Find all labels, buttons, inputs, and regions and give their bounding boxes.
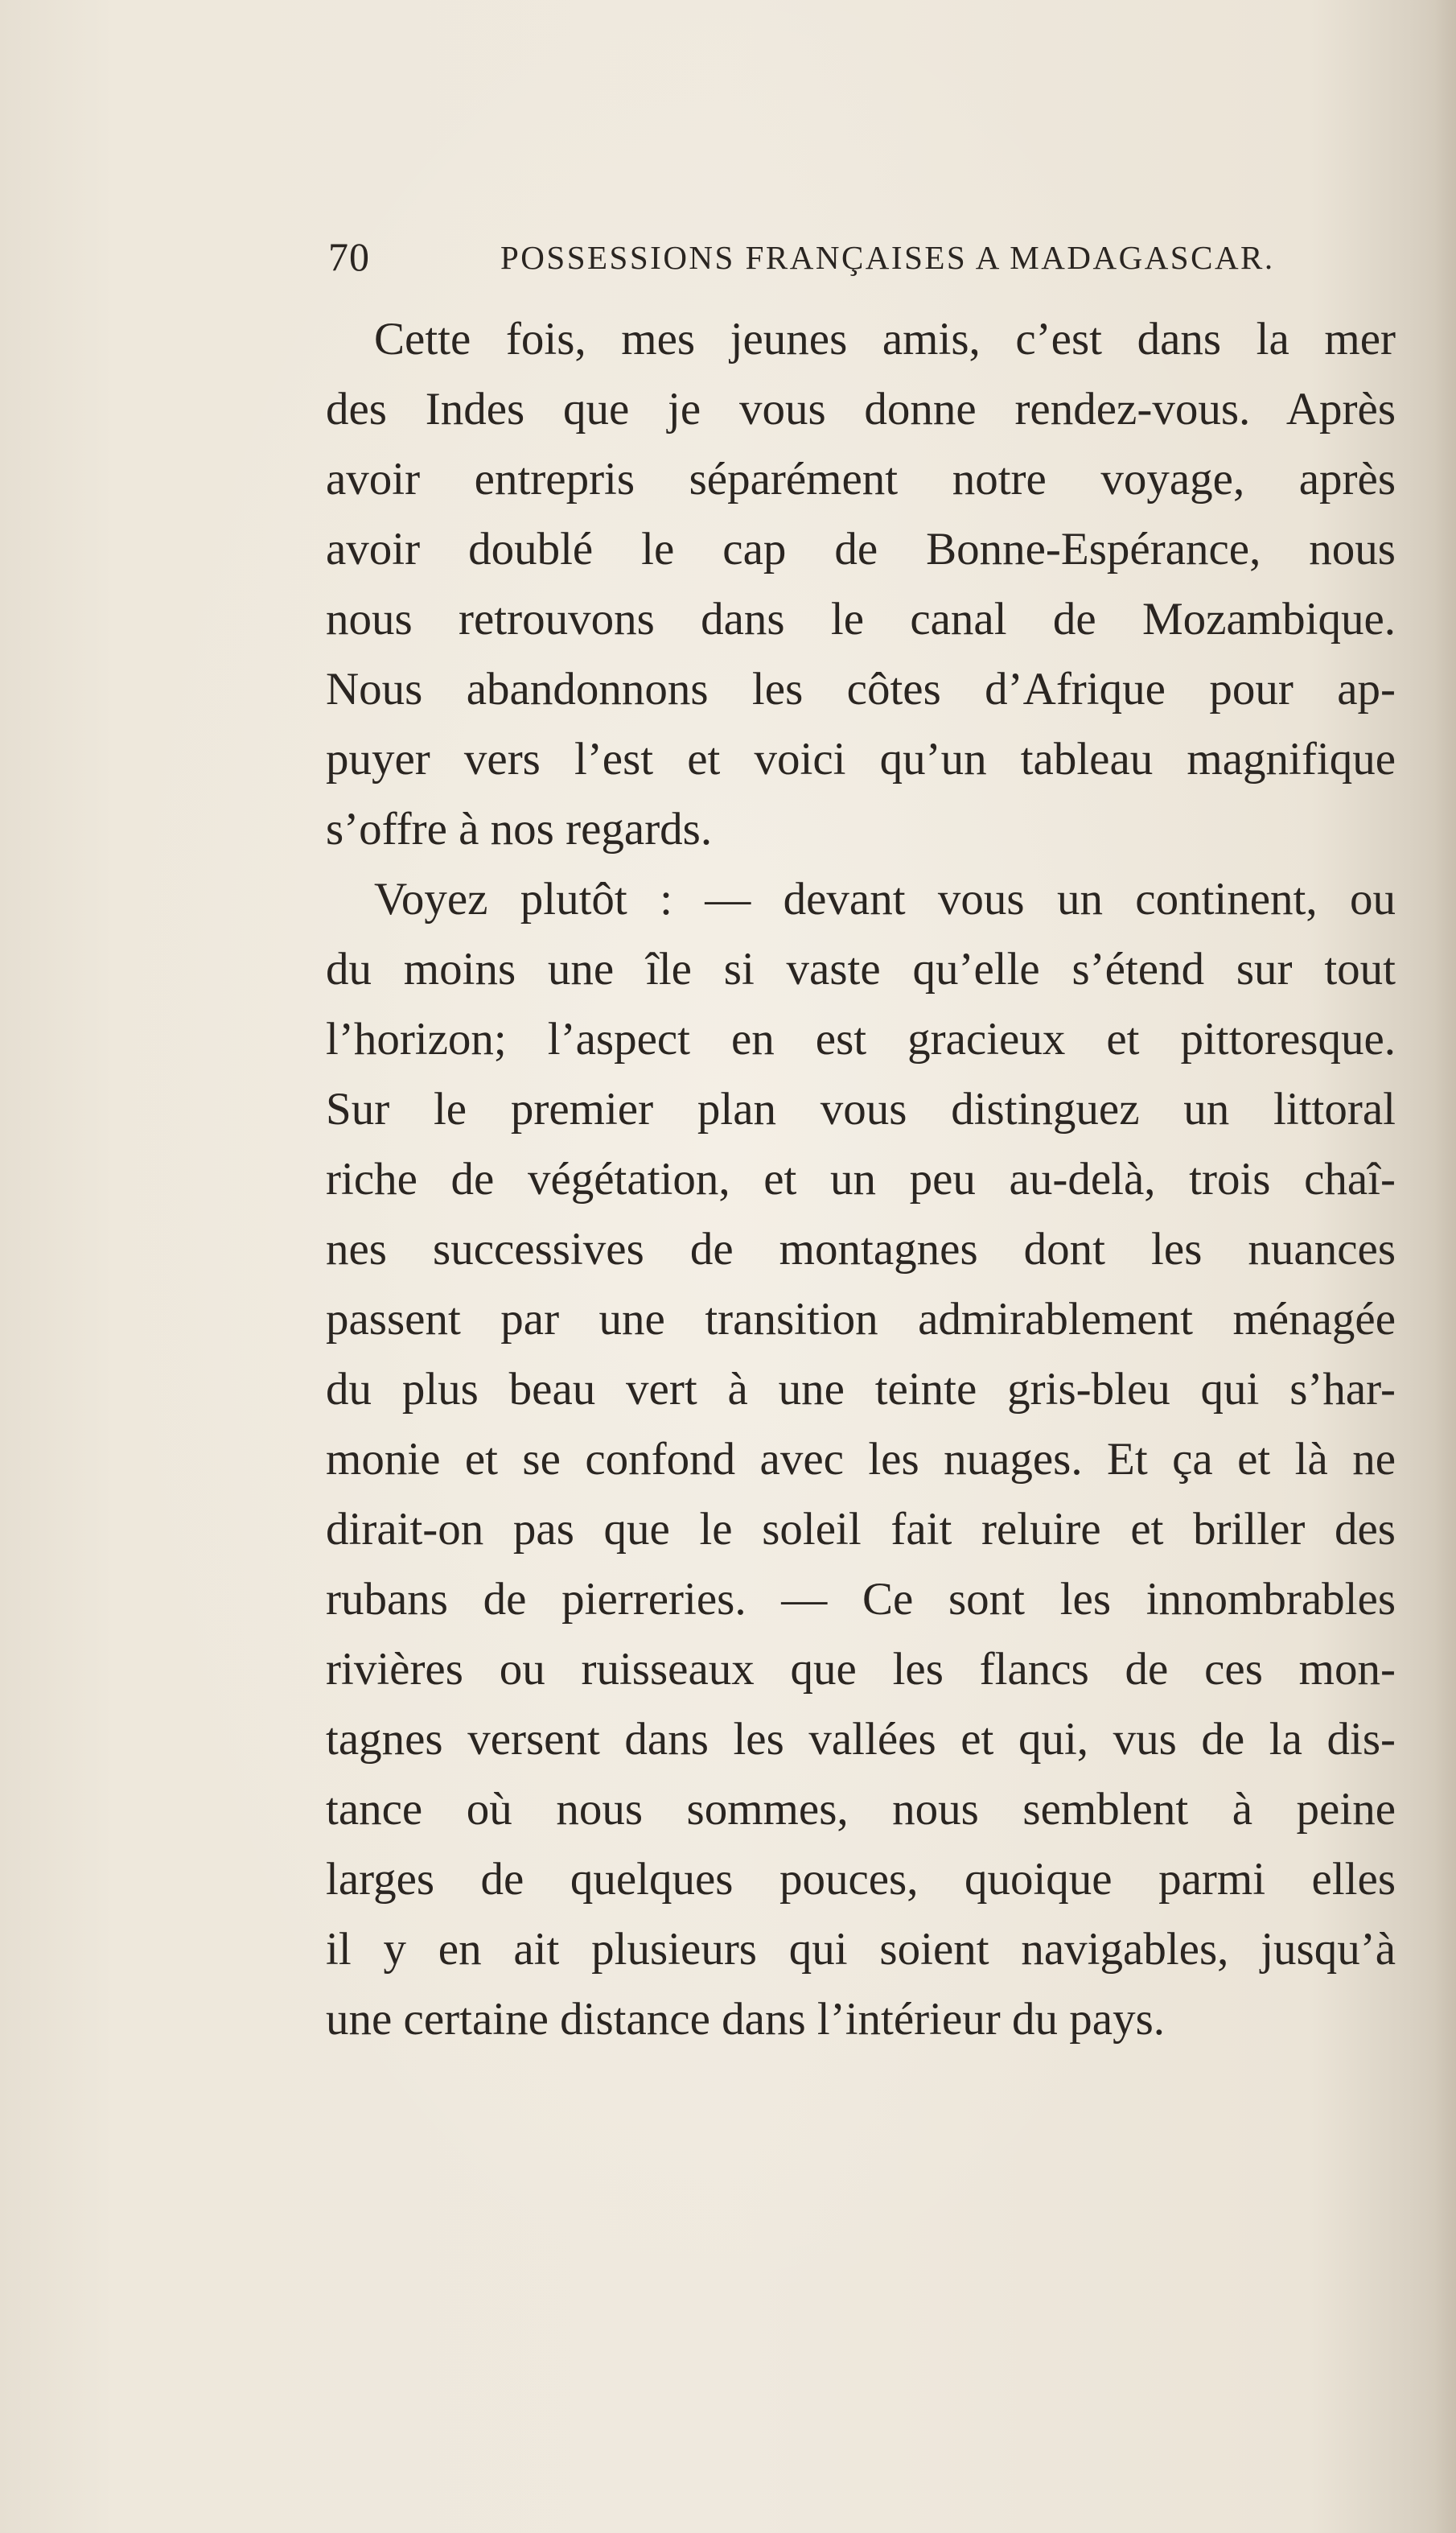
text-line: du moins une île si vaste qu’elle s’étend sur tout (326, 944, 1396, 995)
text-line: monie et se confond avec les nuages. Et ça et là ne (326, 1434, 1396, 1485)
text-line: dirait-on pas que le soleil fait reluire et briller des (326, 1504, 1396, 1555)
text-line: des Indes que je vous donne rendez-vous. Après (326, 384, 1396, 435)
paragraph-2 (326, 864, 1396, 2054)
text-line: nous retrouvons dans le canal de Mozambique. (326, 594, 1396, 645)
page-edge-shadow (1435, 0, 1456, 2533)
text-line: larges de quelques pouces, quoique parmi elles (326, 1854, 1396, 1905)
text-line: riche de végétation, et un peu au-delà, trois chaî- (326, 1154, 1396, 1205)
text-line: du plus beau vert à une teinte gris-bleu qui s’har- (326, 1364, 1396, 1415)
text-line: rivières ou ruisseaux que les flancs de ces mon- (326, 1644, 1396, 1695)
text-line: il y en ait plusieurs qui soient navigables, jusqu’à (326, 1924, 1396, 1975)
text-line: avoir doublé le cap de Bonne-Espérance, nous (326, 524, 1396, 575)
body-text (326, 304, 1396, 2054)
page-header (328, 233, 1398, 290)
text-line: nes successives de montagnes dont les nuances (326, 1224, 1396, 1275)
text-line: passent par une transition admirablement ménagée (326, 1294, 1396, 1345)
text-line: tance où nous sommes, nous semblent à peine (326, 1784, 1396, 1835)
text-line: l’horizon; l’aspect en est gracieux et pittoresque. (326, 1014, 1396, 1065)
text-line: rubans de pierreries. — Ce sont les innombrables (326, 1574, 1396, 1625)
paragraph-1 (326, 304, 1396, 864)
text-line: une certaine distance dans l’intérieur du pays. (326, 1994, 1166, 2045)
text-line: puyer vers l’est et voici qu’un tableau magnifique (326, 734, 1396, 785)
text-line: Nous abandonnons les côtes d’Afrique pour ap- (326, 664, 1396, 715)
page-number: 70 (328, 234, 370, 279)
text-line: Cette fois, mes jeunes amis, c’est dans la mer (374, 314, 1396, 365)
text-line: Sur le premier plan vous distinguez un littoral (326, 1084, 1396, 1135)
text-line: Voyez plutôt : — devant vous un continent, ou (374, 874, 1396, 925)
text-line: avoir entrepris séparément notre voyage, après (326, 454, 1396, 505)
text-line: s’offre à nos regards. (326, 804, 713, 855)
running-head: POSSESSIONS FRANÇAISES A MADAGASCAR. (500, 239, 1275, 276)
text-line: tagnes versent dans les vallées et qui, vus de la dis- (326, 1714, 1396, 1765)
